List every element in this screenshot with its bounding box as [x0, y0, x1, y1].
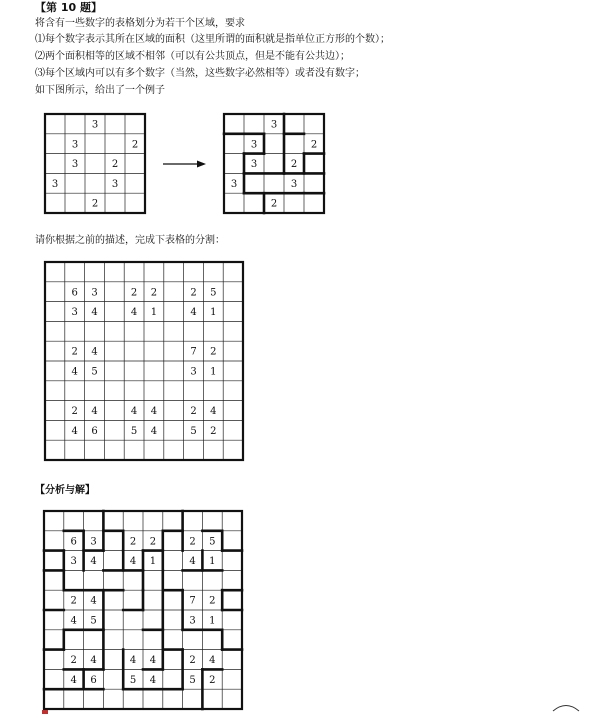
grid-number: 3	[270, 119, 278, 131]
grid-number: 1	[210, 307, 217, 319]
grid-number: 1	[210, 366, 217, 378]
grid-number: 2	[130, 287, 138, 299]
grid-number: 2	[189, 536, 196, 548]
grid-number: 4	[150, 406, 158, 418]
grid-number: 4	[209, 655, 216, 667]
grid-number: 2	[210, 425, 217, 437]
grid-number: 4	[90, 595, 97, 607]
grid-number: 3	[250, 159, 258, 171]
grid-number: 2	[111, 159, 119, 171]
grid-number: 3	[51, 178, 59, 190]
grid-number: 4	[91, 307, 98, 319]
grid-number: 2	[310, 139, 318, 151]
grid-number: 2	[71, 406, 78, 418]
grid-number: 5	[189, 674, 196, 686]
grid-number: 4	[91, 346, 98, 358]
grid-number: 2	[129, 536, 137, 548]
problem-intro: 将含有一些数字的表格划分为若干个区域，要求	[35, 18, 245, 29]
grid-number: 4	[130, 307, 138, 319]
grid-number: 2	[91, 198, 99, 210]
grid-number: 5	[129, 674, 137, 686]
grid-number: 1	[209, 615, 216, 627]
grid-number: 4	[90, 556, 97, 568]
grid-number: 4	[150, 425, 158, 437]
grid-number: 4	[70, 674, 77, 686]
grid-number: 4	[129, 655, 137, 667]
grid-number: 2	[190, 287, 197, 299]
solution-heading: 【分析与解】	[35, 485, 95, 496]
example-caption: 如下图所示，给出了一个例子	[35, 85, 165, 96]
grid-number: 4	[149, 655, 157, 667]
grid-number: 4	[130, 406, 138, 418]
grid-number: 5	[210, 287, 217, 299]
grid-number: 3	[189, 615, 196, 627]
grid-number: 4	[210, 406, 217, 418]
grid-number: 6	[90, 674, 97, 686]
grid-number: 5	[91, 366, 98, 378]
grid-number: 2	[270, 198, 278, 210]
grid-number: 2	[209, 674, 216, 686]
grid-number: 2	[290, 159, 298, 171]
grid-number: 3	[71, 139, 79, 151]
problem-title: 【第 10 题】	[35, 1, 102, 14]
grid-number: 5	[130, 425, 138, 437]
grid-number: 3	[111, 178, 119, 190]
grid-number: 5	[209, 536, 216, 548]
grid-number: 3	[91, 287, 98, 299]
rule-2: ⑵两个面积相等的区域不相邻（可以有公共顶点，但是不能有公共边）；	[35, 51, 350, 62]
grid-number: 2	[70, 655, 77, 667]
grid-number: 3	[190, 366, 197, 378]
grid-number: 4	[189, 556, 196, 568]
grid-number: 2	[210, 346, 217, 358]
grid-number: 2	[150, 287, 158, 299]
grid-number: 6	[71, 287, 78, 299]
grid-number: 5	[90, 615, 97, 627]
grid-number: 4	[71, 366, 78, 378]
grid-number: 3	[71, 159, 79, 171]
task-prompt: 请你根据之前的描述，完成下表格的分割：	[35, 235, 225, 246]
grid-number: 7	[189, 595, 196, 607]
page-corner-icon	[551, 700, 581, 712]
grid-number: 6	[70, 536, 77, 548]
grid-number: 3	[90, 536, 97, 548]
grid-number: 2	[209, 595, 216, 607]
grid-number: 4	[149, 674, 157, 686]
grid-number: 2	[70, 595, 77, 607]
grid-number: 1	[209, 556, 216, 568]
grid-number: 3	[70, 556, 77, 568]
grid-number: 4	[71, 425, 78, 437]
grid-number: 3	[91, 119, 99, 131]
grid-number: 4	[91, 406, 98, 418]
grid-number: 4	[90, 655, 97, 667]
grid-number: 6	[91, 425, 98, 437]
grid-number: 1	[150, 307, 158, 319]
grid-number: 2	[71, 346, 78, 358]
grid-number: 3	[250, 139, 258, 151]
grid-number: 4	[70, 615, 77, 627]
grid-number: 2	[190, 406, 197, 418]
grid-number: 2	[131, 139, 139, 151]
grid-number: 4	[190, 307, 197, 319]
grid-number: 3	[230, 178, 238, 190]
rule-3: ⑶每个区域内可以有多个数字（当然，这些数字必然相等）或者没有数字；	[35, 68, 365, 79]
grid-number: 2	[189, 655, 196, 667]
grid-number: 3	[290, 178, 298, 190]
grid-number: 7	[190, 346, 197, 358]
grid-number: 5	[190, 425, 197, 437]
rule-1: ⑴每个数字表示其所在区域的面积（这里所谓的面积就是指单位正方形的个数）；	[35, 34, 390, 45]
grid-number: 4	[129, 556, 137, 568]
grid-number: 1	[149, 556, 157, 568]
grid-number: 2	[149, 536, 157, 548]
grid-number: 3	[71, 307, 78, 319]
edge-mark	[42, 710, 48, 714]
